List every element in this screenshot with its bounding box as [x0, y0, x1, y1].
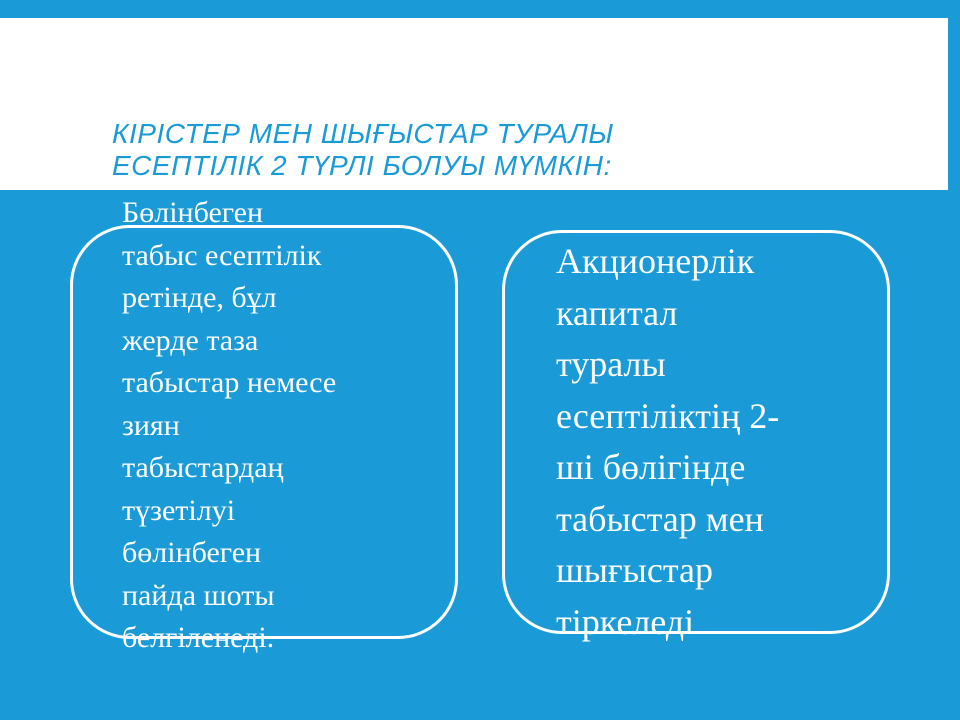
right-box-text: Акционерлік капитал туралы есептіліктің 2- ші бөлігінде табыстар мен шығыстар тіркеледі — [556, 241, 780, 642]
slide-title-line-1: КІРІСТЕР МЕН ШЫҒЫСТАР ТУРАЛЫ — [112, 118, 614, 149]
top-accent-band — [0, 0, 960, 18]
slide-title — [112, 118, 912, 184]
slide-title-line-2: ЕСЕПТІЛІК 2 ТҮРЛІ БОЛУЫ МҮМКІН: — [112, 150, 612, 181]
left-box-text: Бөлінбеген табыс есептілік ретінде, бұл жерде таза табыстар немесе зиян табыстардаң түзетілуі бөлінбеген пайда шоты белгіленеді. — [122, 196, 337, 654]
